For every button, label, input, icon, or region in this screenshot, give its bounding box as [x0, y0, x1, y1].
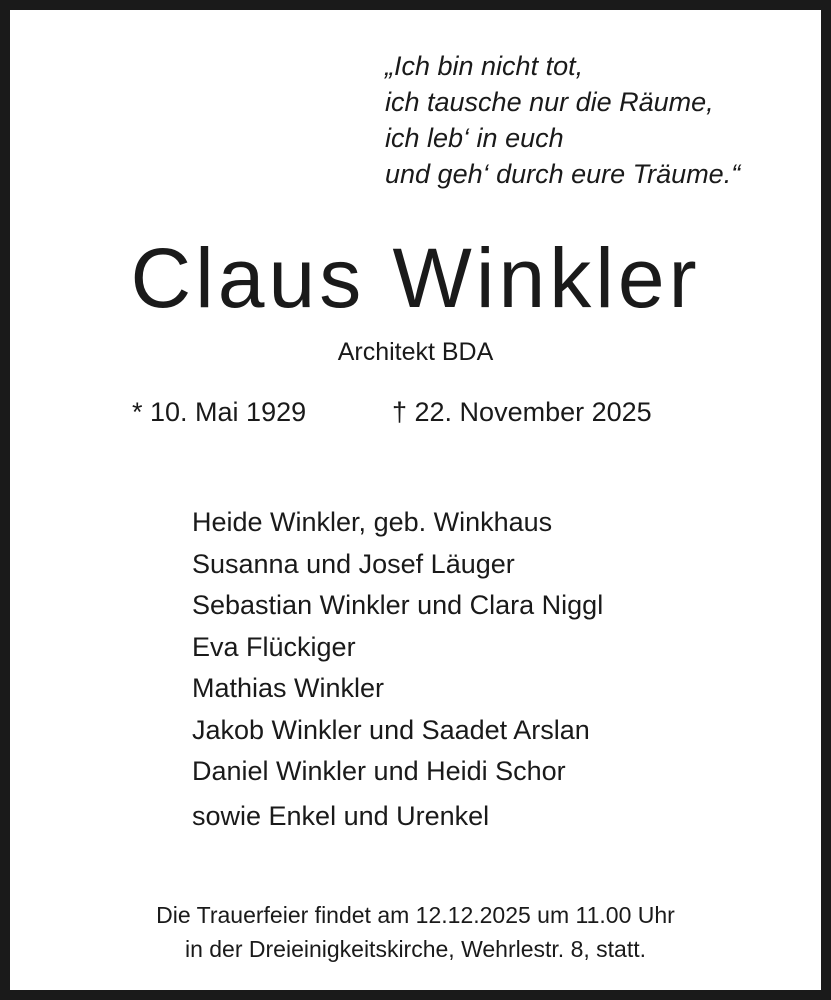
service-line: in der Dreieinigkeitskirche, Wehrlestr. 8, statt. [184, 936, 647, 962]
funeral-service-notice [0, 898, 831, 966]
deceased-title: Architekt BDA [337, 338, 494, 366]
quote-line: „Ich bin nicht tot, [385, 51, 584, 81]
mourner-entry: Susanna und Josef Läuger [192, 548, 515, 579]
mourner-entry: Eva Flückiger [192, 631, 356, 662]
death-date: † 22. November 2025 [392, 397, 652, 427]
mourner-entry: Daniel Winkler und Heidi Schor [192, 756, 566, 786]
quote-line: ich tausche nur die Räume, [385, 87, 714, 117]
quote-line: und geh‘ durch eure Träume.“ [385, 159, 741, 189]
mourner-entry: sowie Enkel und Urenkel [192, 800, 490, 831]
quote-line: ich leb‘ in euch [385, 123, 564, 153]
service-line: Die Trauerfeier findet am 12.12.2025 um 11.00 Uhr [156, 902, 675, 928]
birth-date: * 10. Mai 1929 [132, 397, 307, 427]
deceased-name: Claus Winkler [130, 231, 701, 325]
mourners-list [192, 502, 603, 837]
epigraph-quote [385, 48, 740, 192]
mourner-entry: Mathias Winkler [192, 673, 385, 703]
mourner-entry: Heide Winkler, geb. Winkhaus [192, 507, 553, 537]
mourner-entry: Sebastian Winkler und Clara Niggl [192, 590, 604, 620]
mourner-entry: Jakob Winkler und Saadet Arslan [192, 714, 590, 745]
